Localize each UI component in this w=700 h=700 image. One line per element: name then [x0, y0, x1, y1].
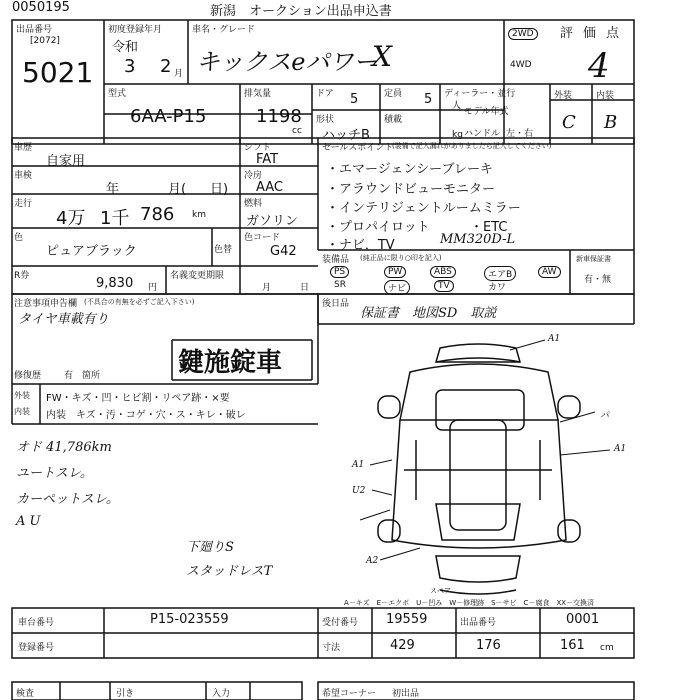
inspection-month: 月(	[168, 182, 187, 197]
serial-number: 0050195	[12, 0, 70, 15]
pull-label: 引き	[116, 689, 135, 699]
sales-label: セールスポイント	[322, 143, 394, 153]
car-name: キックスeパワー	[196, 48, 378, 76]
reg-month-unit: 月	[174, 69, 184, 79]
handle-label: ハンドル	[464, 129, 501, 139]
damage-mark-4: A1	[352, 460, 365, 470]
registration-label: 登録番号	[18, 643, 55, 653]
corner-value: 初出品	[392, 689, 420, 699]
sales-item-4: ・プロパイロット	[326, 220, 430, 235]
inspection-day: 日)	[210, 182, 229, 197]
interior-label: 内装	[596, 91, 615, 101]
car-label: 車名・グレード	[192, 25, 256, 35]
displacement-value: 1198	[256, 106, 302, 127]
aircon-value: AAC	[256, 180, 283, 195]
eval-label: 評価点	[560, 26, 630, 41]
color-label: 色	[14, 233, 24, 243]
inspection-year: 年	[106, 182, 120, 197]
eval-score: 4	[588, 46, 610, 86]
equip-pw: PW	[384, 266, 406, 278]
equipment-label: 装備品	[322, 255, 350, 265]
frame-value: P15-023559	[150, 612, 229, 627]
memo-line-4: A U	[16, 514, 41, 529]
history-label: 車歴	[14, 143, 33, 153]
exterior-label: 外装	[554, 91, 573, 101]
memo-line-3: カーペットスレ。	[16, 492, 119, 507]
receipt-value: 19559	[386, 612, 428, 627]
capacity-value: 5	[424, 92, 433, 107]
damage-mark-5: U2	[352, 486, 366, 496]
after-label: 後日品	[322, 299, 350, 309]
check-label: 検査	[16, 689, 35, 699]
mileage-unit: km	[192, 210, 206, 220]
lot-label: 出品番号	[16, 25, 53, 35]
memo-line-1: オド 41,786km	[16, 440, 112, 455]
dealer-label: ディーラー・並行	[444, 89, 516, 99]
lot-number: 5021	[22, 56, 94, 89]
doors-value: 5	[350, 92, 359, 107]
notes-text: タイヤ車載有り	[18, 312, 109, 327]
model-value: 6AA-P15	[130, 106, 207, 127]
color-value: ピュアブラック	[46, 244, 137, 259]
checks-label-ext: 外装	[14, 391, 30, 400]
capacity-unit: 人	[452, 101, 462, 111]
name-change-label: 名義変更期限	[170, 271, 225, 281]
model-label: 型式	[108, 89, 127, 99]
warranty-label: 新車保証書	[576, 255, 611, 263]
recycle-unit: 円	[148, 283, 158, 293]
damage-legend: A－キズ E－エクボ U－凹み W－修理跡 S－サビ C－腐食 XX－交換済	[344, 599, 595, 607]
memo-line-5: 下廻りS	[186, 540, 234, 555]
frame-label: 車台番号	[18, 618, 55, 628]
equip-aw: AW	[538, 266, 561, 278]
reg-era: 令和	[112, 40, 139, 55]
exterior-grade: C	[562, 112, 576, 133]
body-label: 形状	[316, 115, 335, 125]
equip-ps: PS	[330, 266, 349, 278]
memo-line-2: ユートスレ。	[16, 466, 93, 481]
repair-value: 有	[64, 371, 74, 381]
damage-mark-2: パ	[600, 411, 610, 421]
load-unit: kg	[452, 130, 463, 140]
notes-small: (不具合の有無を必ずご記入下さい)	[84, 298, 195, 306]
key-lock-stamp: 鍵施錠車	[178, 348, 283, 378]
equip-tv: TV	[434, 280, 454, 292]
form-title: 新潟 オークション出品申込書	[210, 4, 392, 19]
corner-label: 希望コーナー	[322, 689, 377, 699]
spare-label: スペア	[430, 587, 451, 595]
name-change-day: 日	[300, 283, 310, 293]
fuel-value: ガソリン	[246, 214, 299, 229]
sales-item-3: ・インテリジェントルームミラー	[326, 201, 521, 216]
shift-value: FAT	[256, 152, 279, 167]
name-change-month: 月	[262, 283, 272, 293]
drive-4wd: 4WD	[510, 60, 532, 70]
mileage-man: 4万	[56, 208, 86, 229]
lot-code: [2072]	[30, 36, 60, 46]
interior-grade: B	[604, 112, 618, 133]
size-width: 176	[476, 638, 501, 653]
after-value: 保証書 地図SD 取説	[360, 306, 497, 321]
equip-airbag: エアB	[484, 266, 516, 281]
reg-year: 3	[124, 56, 136, 77]
navi-note: MM320D-L	[440, 232, 516, 247]
recycle-value: 9,830	[96, 276, 134, 291]
shift-label: シフト	[244, 143, 272, 153]
drive-2wd: 2WD	[508, 28, 538, 40]
recycle-label: R券	[14, 271, 30, 281]
doors-label: ドア	[316, 89, 334, 99]
handle-value: 左・右	[506, 129, 534, 139]
mileage-sen: 1千	[100, 208, 130, 229]
mileage-value: 786	[140, 204, 175, 225]
warranty-value: 有・無	[584, 275, 612, 285]
fuel-label: 燃料	[244, 199, 263, 209]
color-code: G42	[270, 244, 297, 259]
history-value: 自家用	[46, 154, 86, 169]
car-grade: X	[372, 40, 392, 73]
aircon-label: 冷房	[244, 171, 263, 181]
equip-sr: SR	[334, 280, 346, 290]
damage-mark-1: A1	[548, 334, 561, 344]
memo-line-6: スタッドレスT	[186, 564, 273, 579]
size-unit: cm	[600, 643, 614, 653]
load-label: 積載	[384, 115, 403, 125]
checks-row2: 内装 キズ・汚・コゲ・穴・ス・キレ・破レ	[46, 410, 246, 421]
notes-label: 注意事項申告欄	[14, 299, 78, 309]
checks-row1: FW・キズ・凹・ヒビ割・リペア跡・×要	[46, 393, 230, 404]
sales-item-2: ・アラウンドビューモニター	[326, 182, 496, 197]
damage-mark-3: A1	[614, 444, 627, 454]
displacement-unit: cc	[292, 126, 302, 136]
size-length: 429	[390, 638, 415, 653]
equipment-sub: (純正品に限り○印を記入)	[360, 254, 442, 262]
color-change-label: 色替	[214, 245, 233, 255]
size-height: 161	[560, 638, 585, 653]
checks-label-int: 内装	[14, 407, 30, 416]
size-label: 寸法	[322, 643, 341, 653]
displacement-label: 排気量	[244, 89, 272, 99]
sales-item-5: ・ナビ．TV	[326, 238, 395, 253]
equip-navi: ナビ	[384, 280, 410, 295]
sales-item-1: ・エマージェンシーブレーキ	[326, 162, 493, 177]
receipt-label: 受付番号	[322, 618, 359, 628]
repair-label: 修復歴	[14, 371, 42, 381]
equip-abs: ABS	[430, 266, 456, 278]
repair-unit: 箇所	[82, 371, 101, 381]
sales-item-6: ・ETC	[470, 220, 508, 235]
capacity-label: 定員	[384, 89, 403, 99]
equip-leather: カワ	[488, 283, 507, 293]
model-year-label: モデル年式	[464, 107, 509, 117]
input-label: 入力	[212, 689, 231, 699]
reg-month: 2	[160, 56, 172, 77]
color-code-label: 色コード	[244, 233, 281, 243]
reg-label: 初度登録年月	[108, 25, 163, 35]
seq-label: 出品番号	[460, 618, 497, 628]
inspection-label: 車検	[14, 171, 33, 181]
mileage-label: 走行	[14, 199, 33, 209]
sales-sub: (装備で記入漏れがありましたら記入してください)	[392, 142, 552, 150]
damage-mark-6: A2	[366, 556, 379, 566]
body-value: ハッチB	[322, 128, 370, 143]
seq-value: 0001	[566, 612, 600, 627]
